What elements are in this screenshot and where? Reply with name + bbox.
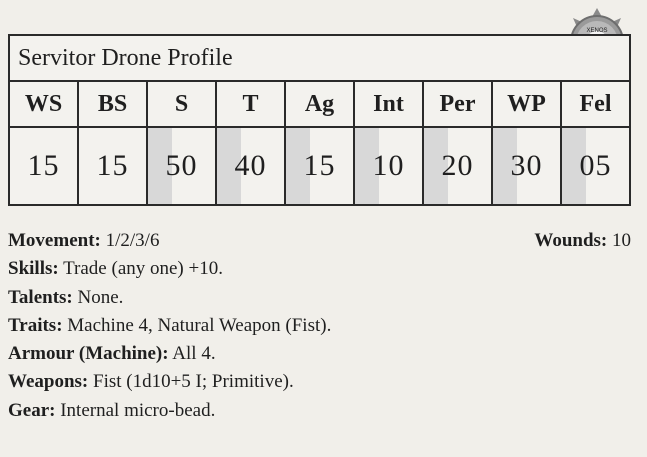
header-per: Per xyxy=(424,82,493,126)
header-fel: Fel xyxy=(579,90,612,117)
profile-table xyxy=(8,34,631,206)
talents-value: None. xyxy=(72,286,124,308)
profile-title: Servitor Drone Profile xyxy=(10,36,629,82)
value-per: 20 xyxy=(424,128,493,204)
skills-line xyxy=(8,255,631,283)
talents-label: Talents: xyxy=(8,286,73,308)
wounds-value: 10 xyxy=(607,230,631,251)
emblem-text: XENOS xyxy=(586,28,608,34)
header-s: S xyxy=(148,82,217,126)
movement-label: Movement: xyxy=(8,230,101,251)
skills-value: Trade (any one) +10. xyxy=(58,258,223,280)
armour-line xyxy=(8,340,631,368)
wounds-field xyxy=(534,227,631,255)
value-int: 10 xyxy=(355,128,424,204)
traits-value: Machine 4, Natural Weapon (Fist). xyxy=(62,314,332,336)
profile-details xyxy=(8,227,631,425)
header-wp: WP xyxy=(493,82,562,126)
header-ag: Ag xyxy=(286,82,355,126)
header-int: Int xyxy=(355,82,424,126)
value-wp: 30 xyxy=(493,128,562,204)
traits-line xyxy=(8,312,631,340)
characteristic-value-row xyxy=(10,128,629,204)
value-ws: 15 xyxy=(10,128,79,204)
value-ag: 15 xyxy=(286,128,355,204)
weapons-value: Fist (1d10+5 I; Primitive). xyxy=(88,371,294,393)
movement-line xyxy=(8,227,631,255)
movement-value: 1/2/3/6 xyxy=(100,230,160,251)
header-bs: BS xyxy=(79,82,148,126)
armour-label: Armour (Machine): xyxy=(8,343,169,365)
value-bs: 15 xyxy=(79,128,148,204)
gear-label: Gear: xyxy=(8,399,56,421)
value-t: 40 xyxy=(217,128,286,204)
traits-label: Traits: xyxy=(8,314,63,336)
weapons-line xyxy=(8,368,631,396)
value-fel: 05 xyxy=(562,128,629,204)
skills-label: Skills: xyxy=(8,258,59,280)
characteristic-header-row xyxy=(10,82,629,128)
gear-value: Internal micro-bead. xyxy=(55,399,216,421)
talents-line xyxy=(8,284,631,312)
weapons-label: Weapons: xyxy=(8,371,89,393)
armour-value: All 4. xyxy=(168,343,216,365)
gear-line xyxy=(8,397,631,425)
wounds-label: Wounds: xyxy=(534,230,608,251)
header-ws: WS xyxy=(10,82,79,126)
value-s: 50 xyxy=(148,128,217,204)
header-t: T xyxy=(217,82,286,126)
